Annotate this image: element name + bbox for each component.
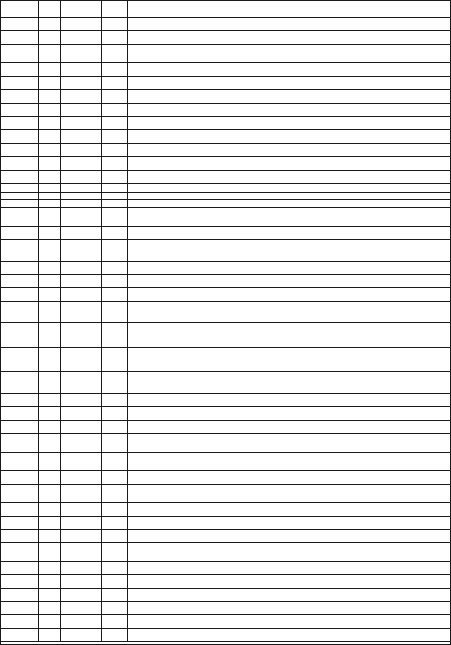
series-cell: [39, 302, 61, 323]
description-cell: [128, 262, 450, 274]
table-row: [1, 517, 450, 530]
row-number-cell: [1, 18, 39, 30]
series-cell: [39, 18, 61, 30]
series-cell: [39, 407, 61, 419]
date-cell: [61, 602, 102, 614]
row-number-cell: [1, 562, 39, 574]
law-register-table: [1, 1, 450, 642]
date-cell: [61, 45, 102, 63]
table-row: [1, 589, 450, 602]
code-cell: [102, 227, 128, 239]
series-cell: [39, 200, 61, 207]
date-cell: [61, 407, 102, 419]
series-cell: [39, 90, 61, 102]
series-cell: [39, 503, 61, 515]
table-row: [1, 63, 450, 76]
table-row: [1, 117, 450, 130]
description-cell: [128, 575, 450, 587]
row-number-cell: [1, 517, 39, 529]
description-cell: [128, 323, 450, 346]
series-cell: [39, 372, 61, 393]
code-cell: [102, 200, 128, 207]
date-cell: [61, 275, 102, 287]
series-cell: [39, 394, 61, 406]
description-cell: [128, 517, 450, 529]
table-row: [1, 90, 450, 103]
date-cell: [61, 157, 102, 169]
table-row: [1, 200, 450, 208]
table-row: [1, 208, 450, 227]
series-cell: [39, 104, 61, 116]
row-number-cell: [1, 602, 39, 614]
date-cell: [61, 193, 102, 200]
series-cell: [39, 171, 61, 183]
series-cell: [39, 77, 61, 89]
code-cell: [102, 517, 128, 529]
date-cell: [61, 372, 102, 393]
date-cell: [61, 77, 102, 89]
code-cell: [102, 130, 128, 142]
table-row: [1, 485, 450, 504]
table-row: [1, 372, 450, 394]
code-cell: [102, 144, 128, 156]
description-cell: [128, 372, 450, 393]
date-cell: [61, 453, 102, 471]
row-number-cell: [1, 157, 39, 169]
code-cell: [102, 562, 128, 574]
table-row: [1, 275, 450, 288]
code-cell: [102, 77, 128, 89]
row-number-cell: [1, 323, 39, 346]
code-cell: [102, 302, 128, 323]
description-cell: [128, 208, 450, 226]
date-cell: [61, 184, 102, 192]
description-cell: [128, 485, 450, 503]
description-cell: [128, 104, 450, 116]
series-cell: [39, 184, 61, 192]
row-number-cell: [1, 471, 39, 483]
code-cell: [102, 485, 128, 503]
row-number-cell: [1, 1, 39, 17]
series-cell: [39, 562, 61, 574]
date-cell: [61, 471, 102, 483]
table-row: [1, 227, 450, 240]
code-cell: [102, 18, 128, 30]
description-cell: [128, 77, 450, 89]
table-row: [1, 434, 450, 453]
description-cell: [128, 348, 450, 371]
row-number-cell: [1, 104, 39, 116]
date-cell: [61, 575, 102, 587]
row-number-cell: [1, 90, 39, 102]
description-cell: [128, 407, 450, 419]
description-cell: [128, 31, 450, 43]
table-row: [1, 453, 450, 472]
code-cell: [102, 543, 128, 561]
date-cell: [61, 629, 102, 641]
table-row: [1, 240, 450, 262]
date-cell: [61, 485, 102, 503]
series-cell: [39, 288, 61, 300]
row-number-cell: [1, 530, 39, 542]
row-number-cell: [1, 275, 39, 287]
code-cell: [102, 530, 128, 542]
description-cell: [128, 117, 450, 129]
date-cell: [61, 530, 102, 542]
code-cell: [102, 117, 128, 129]
row-number-cell: [1, 302, 39, 323]
description-cell: [128, 394, 450, 406]
date-cell: [61, 288, 102, 300]
date-cell: [61, 240, 102, 261]
series-cell: [39, 485, 61, 503]
series-cell: [39, 323, 61, 346]
row-number-cell: [1, 629, 39, 641]
code-cell: [102, 348, 128, 371]
table-row: [1, 144, 450, 157]
row-number-cell: [1, 200, 39, 207]
series-cell: [39, 629, 61, 641]
row-number-cell: [1, 240, 39, 261]
code-cell: [102, 615, 128, 627]
row-number-cell: [1, 288, 39, 300]
date-cell: [61, 323, 102, 346]
code-cell: [102, 240, 128, 261]
table-row: [1, 45, 450, 64]
series-cell: [39, 471, 61, 483]
row-number-cell: [1, 575, 39, 587]
description-cell: [128, 589, 450, 601]
row-number-cell: [1, 45, 39, 63]
date-cell: [61, 262, 102, 274]
date-cell: [61, 18, 102, 30]
table-row: [1, 193, 450, 201]
series-cell: [39, 348, 61, 371]
row-number-cell: [1, 184, 39, 192]
description-cell: [128, 434, 450, 452]
series-cell: [39, 434, 61, 452]
code-cell: [102, 262, 128, 274]
description-cell: [128, 193, 450, 200]
code-cell: [102, 157, 128, 169]
date-cell: [61, 144, 102, 156]
description-cell: [128, 453, 450, 471]
row-number-cell: [1, 421, 39, 433]
table-row: [1, 348, 450, 372]
date-cell: [61, 615, 102, 627]
date-cell: [61, 503, 102, 515]
code-cell: [102, 45, 128, 63]
row-number-cell: [1, 227, 39, 239]
table-row: [1, 302, 450, 324]
table-row: [1, 471, 450, 484]
row-number-cell: [1, 77, 39, 89]
row-number-cell: [1, 372, 39, 393]
description-cell: [128, 184, 450, 192]
description-cell: [128, 171, 450, 183]
code-cell: [102, 372, 128, 393]
row-number-cell: [1, 503, 39, 515]
description-cell: [128, 227, 450, 239]
code-cell: [102, 602, 128, 614]
table-row: [1, 288, 450, 301]
table-row: [1, 543, 450, 562]
table-row: [1, 394, 450, 407]
code-cell: [102, 275, 128, 287]
table-row: [1, 421, 450, 434]
code-cell: [102, 208, 128, 226]
series-cell: [39, 157, 61, 169]
row-number-cell: [1, 407, 39, 419]
code-cell: [102, 394, 128, 406]
table-row: [1, 31, 450, 44]
row-number-cell: [1, 63, 39, 75]
series-cell: [39, 117, 61, 129]
series-cell: [39, 31, 61, 43]
row-number-cell: [1, 31, 39, 43]
date-cell: [61, 90, 102, 102]
description-cell: [128, 471, 450, 483]
row-number-cell: [1, 208, 39, 226]
series-cell: [39, 615, 61, 627]
code-cell: [102, 407, 128, 419]
series-cell: [39, 517, 61, 529]
row-number-cell: [1, 453, 39, 471]
description-cell: [128, 63, 450, 75]
row-number-cell: [1, 117, 39, 129]
date-cell: [61, 302, 102, 323]
description-cell: [128, 602, 450, 614]
description-cell: [128, 302, 450, 323]
table-row: [1, 562, 450, 575]
series-cell: [39, 208, 61, 226]
description-cell: [128, 421, 450, 433]
table-row: [1, 171, 450, 184]
code-cell: [102, 503, 128, 515]
table-row: [1, 262, 450, 275]
row-number-cell: [1, 262, 39, 274]
series-cell: [39, 1, 61, 17]
code-cell: [102, 323, 128, 346]
description-cell: [128, 615, 450, 627]
table-row: [1, 629, 450, 642]
series-cell: [39, 453, 61, 471]
series-cell: [39, 193, 61, 200]
description-cell: [128, 18, 450, 30]
description-cell: [128, 200, 450, 207]
row-number-cell: [1, 434, 39, 452]
series-cell: [39, 45, 61, 63]
code-cell: [102, 589, 128, 601]
description-cell: [128, 275, 450, 287]
description-cell: [128, 543, 450, 561]
table-row: [1, 602, 450, 615]
description-cell: [128, 503, 450, 515]
code-cell: [102, 629, 128, 641]
series-cell: [39, 130, 61, 142]
series-cell: [39, 575, 61, 587]
description-cell: [128, 629, 450, 641]
date-cell: [61, 200, 102, 207]
code-cell: [102, 575, 128, 587]
date-cell: [61, 434, 102, 452]
date-cell: [61, 517, 102, 529]
description-cell: [128, 130, 450, 142]
date-cell: [61, 421, 102, 433]
row-number-cell: [1, 615, 39, 627]
table-row: [1, 184, 450, 193]
table-row: [1, 530, 450, 543]
date-cell: [61, 117, 102, 129]
date-cell: [61, 227, 102, 239]
series-cell: [39, 227, 61, 239]
table-row: [1, 575, 450, 588]
series-cell: [39, 275, 61, 287]
table-row: [1, 323, 450, 347]
code-cell: [102, 193, 128, 200]
table-row-partial: [1, 1, 450, 18]
description-cell: [128, 90, 450, 102]
table-row: [1, 615, 450, 628]
series-cell: [39, 63, 61, 75]
description-cell: [128, 1, 450, 17]
date-cell: [61, 543, 102, 561]
description-cell: [128, 562, 450, 574]
row-number-cell: [1, 543, 39, 561]
code-cell: [102, 471, 128, 483]
date-cell: [61, 394, 102, 406]
table-row: [1, 77, 450, 90]
date-cell: [61, 562, 102, 574]
date-cell: [61, 1, 102, 17]
description-cell: [128, 240, 450, 261]
date-cell: [61, 208, 102, 226]
series-cell: [39, 262, 61, 274]
date-cell: [61, 171, 102, 183]
series-cell: [39, 602, 61, 614]
row-number-cell: [1, 394, 39, 406]
table-row: [1, 157, 450, 170]
row-number-cell: [1, 144, 39, 156]
code-cell: [102, 288, 128, 300]
code-cell: [102, 63, 128, 75]
code-cell: [102, 434, 128, 452]
description-cell: [128, 157, 450, 169]
table-row: [1, 104, 450, 117]
description-cell: [128, 45, 450, 63]
code-cell: [102, 453, 128, 471]
description-cell: [128, 144, 450, 156]
date-cell: [61, 348, 102, 371]
code-cell: [102, 90, 128, 102]
code-cell: [102, 184, 128, 192]
series-cell: [39, 144, 61, 156]
row-number-cell: [1, 193, 39, 200]
code-cell: [102, 421, 128, 433]
date-cell: [61, 589, 102, 601]
date-cell: [61, 130, 102, 142]
code-cell: [102, 171, 128, 183]
table-row: [1, 130, 450, 143]
table-row: [1, 503, 450, 516]
description-cell: [128, 530, 450, 542]
code-cell: [102, 104, 128, 116]
row-number-cell: [1, 348, 39, 371]
series-cell: [39, 421, 61, 433]
table-row: [1, 18, 450, 31]
row-number-cell: [1, 171, 39, 183]
date-cell: [61, 63, 102, 75]
series-cell: [39, 530, 61, 542]
row-number-cell: [1, 589, 39, 601]
code-cell: [102, 1, 128, 17]
table-row: [1, 407, 450, 420]
description-cell: [128, 288, 450, 300]
code-cell: [102, 31, 128, 43]
row-number-cell: [1, 485, 39, 503]
row-number-cell: [1, 130, 39, 142]
series-cell: [39, 543, 61, 561]
date-cell: [61, 31, 102, 43]
series-cell: [39, 589, 61, 601]
series-cell: [39, 240, 61, 261]
date-cell: [61, 104, 102, 116]
